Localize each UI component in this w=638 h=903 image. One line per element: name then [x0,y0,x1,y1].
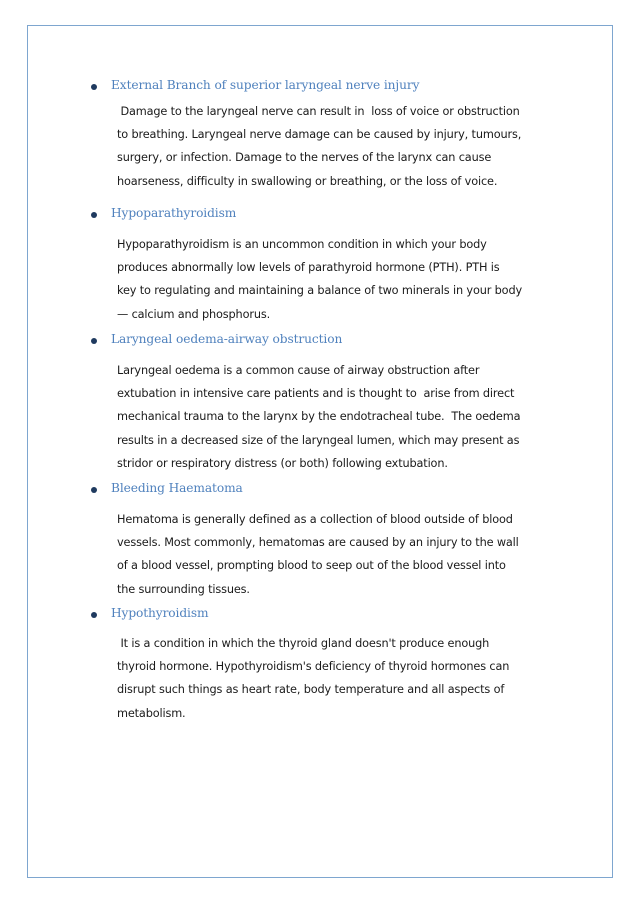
body-line: produces abnormally low levels of parathyroid hormone (PTH). PTH is [117,261,500,275]
bullet-icon [91,84,97,90]
section-laryngeal-nerve-injury [0,78,638,188]
body-line: the surrounding tissues. [117,582,250,596]
section-hypothyroidism [0,606,638,720]
section-body [117,508,569,601]
body-line: Hematoma is generally defined as a collection of blood outside of blood [117,513,513,526]
section-heading: Bleeding Haematoma [111,481,243,495]
section-heading: Laryngeal oedema-airway obstruction [111,332,343,346]
section-body [117,233,569,326]
section-body [117,100,569,193]
section-hypoparathyroidism [0,206,638,321]
section-heading: External Branch of superior laryngeal nerve injury [111,78,420,92]
body-line: Hypoparathyroidism is an uncommon condition in which your body [117,238,487,251]
body-line: key to regulating and maintaining a balance of two minerals in your body [117,284,522,298]
body-line: metabolism. [117,706,186,720]
section-body [117,632,569,725]
section-body [117,359,569,475]
body-line: hoarseness, difficulty in swallowing or breathing, or the loss of voice. [117,174,498,188]
bullet-icon [91,338,97,344]
body-line: disrupt such things as heart rate, body temperature and all aspects of [117,683,505,697]
bullet-icon [91,487,97,493]
body-line: thyroid hormone. Hypothyroidism's deficiency of thyroid hormones can [117,660,510,674]
body-line: results in a decreased size of the laryngeal lumen, which may present as [117,433,520,447]
body-line: surgery, or infection. Damage to the nerves of the larynx can cause [117,151,492,165]
section-heading: Hypothyroidism [111,606,209,620]
body-line: stridor or respiratory distress (or both) following extubation. [117,456,448,470]
body-line: extubation in intensive care patients and is thought to arise from direct [117,387,515,401]
body-line: It is a condition in which the thyroid gland doesn't produce enough [117,637,490,650]
section-heading: Hypoparathyroidism [111,206,237,220]
body-line: Laryngeal oedema is a common cause of airway obstruction after [117,364,480,377]
body-line: mechanical trauma to the larynx by the endotracheal tube. The oedema [117,410,521,424]
body-line: Damage to the laryngeal nerve can result in loss of voice or obstruction [117,105,520,118]
section-bleeding-haematoma [0,481,638,596]
body-line: vessels. Most commonly, hematomas are caused by an injury to the wall [117,536,519,550]
bullet-icon [91,612,97,618]
section-laryngeal-oedema [0,332,638,470]
bullet-icon [91,212,97,218]
body-line: of a blood vessel, prompting blood to seep out of the blood vessel into [117,559,506,573]
body-line: — calcium and phosphorus. [117,307,271,321]
body-line: to breathing. Laryngeal nerve damage can be caused by injury, tumours, [117,128,522,142]
